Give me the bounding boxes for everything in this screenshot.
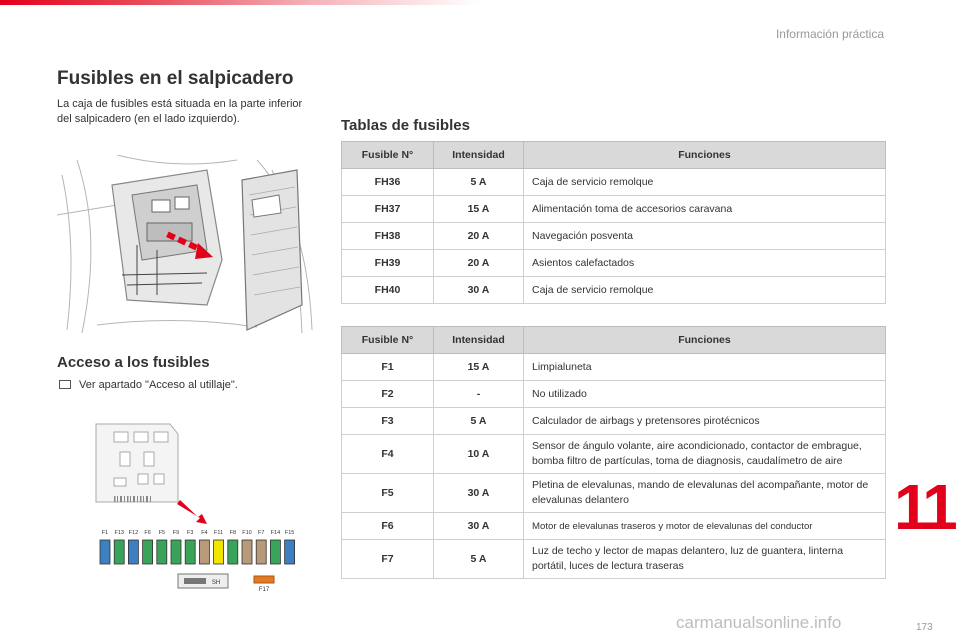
fuse-f13	[114, 540, 124, 564]
fuse-number: FH38	[342, 223, 434, 250]
table-row	[342, 408, 886, 435]
column-header-amp: Intensidad	[434, 327, 524, 354]
fuse-position-label: F6	[144, 530, 151, 536]
fuse-amperage: 20 A	[434, 250, 524, 277]
fuse-function: Sensor de ángulo volante, aire acondicionado, contactor de embrague, bomba filtro de partículas, toma de diagnosis, caudalímetro de aire	[524, 435, 886, 474]
table-header-row	[342, 142, 886, 169]
intro-text: La caja de fusibles está situada en la parte inferior del salpicadero (en el lado izquierdo).	[57, 98, 303, 125]
fuse-f10	[242, 540, 252, 564]
fuse-position-label: F8	[229, 530, 237, 536]
table-row	[342, 196, 886, 223]
column-header-fuse: Fusible N°	[342, 142, 434, 169]
fuse-position-label: F12	[128, 530, 139, 536]
table-row	[342, 169, 886, 196]
fuse-position-label: F5	[158, 530, 166, 536]
section-header: Información práctica	[775, 27, 884, 41]
shunt-label: SH	[211, 580, 221, 586]
fuse-position-label: F11	[214, 530, 224, 536]
table-row	[342, 250, 886, 277]
fuse-position-label: F4	[201, 530, 208, 536]
fuse-number: F3	[342, 408, 434, 435]
fuse-tables-title: Tablas de fusibles	[341, 117, 470, 134]
table-row	[342, 277, 886, 304]
fuse-amperage: 15 A	[434, 196, 524, 223]
fuse-function: Caja de servicio remolque	[524, 169, 886, 196]
fuse-f7	[256, 540, 266, 564]
fuse-function: Limpialuneta	[524, 354, 886, 381]
top-accent-bar	[0, 0, 480, 5]
table-row	[342, 223, 886, 250]
fuse-amperage: 15 A	[434, 354, 524, 381]
fuse-number: FH39	[342, 250, 434, 277]
fuse-amperage: -	[434, 381, 524, 408]
fuse-function: Navegación posventa	[524, 223, 886, 250]
watermark: carmanualsonline.info	[676, 613, 842, 632]
fuse-function: Calculador de airbags y pretensores pirotécnicos	[524, 408, 886, 435]
fuse-position-label: F9	[172, 530, 180, 536]
fuse-position-label: F10	[242, 530, 252, 536]
fuse-number: FH37	[342, 196, 434, 223]
fuse-number: F4	[342, 435, 434, 474]
table-header-row	[342, 327, 886, 354]
table-row	[342, 513, 886, 540]
table-row	[342, 381, 886, 408]
column-header-functions: Funciones	[524, 142, 886, 169]
fuse-function: Caja de servicio remolque	[524, 277, 886, 304]
column-header-fuse: Fusible N°	[342, 327, 434, 354]
fuse-f11	[214, 540, 224, 564]
fuse-position-label: F1	[101, 530, 109, 536]
bullet-icon	[59, 380, 71, 389]
fuse-amperage: 20 A	[434, 223, 524, 250]
access-fuses-title: Acceso a los fusibles	[57, 354, 210, 371]
column-header-functions: Funciones	[524, 327, 886, 354]
page-number: 173	[916, 622, 933, 633]
fuse-amperage: 30 A	[434, 513, 524, 540]
dashboard-fusebox-illustration	[57, 155, 319, 335]
table-row	[342, 435, 886, 474]
fuse-number: FH36	[342, 169, 434, 196]
access-instruction-text: Ver apartado "Acceso al utillaje".	[79, 379, 238, 391]
fuse-amperage: 5 A	[434, 540, 524, 579]
fuse-function: Pletina de elevalunas, mando de elevalunas del acompañante, motor de elevalunas delantero	[524, 474, 886, 513]
fuse-f8	[228, 540, 238, 564]
fuse-number: F5	[342, 474, 434, 513]
column-header-amp: Intensidad	[434, 142, 524, 169]
page-title: Fusibles en el salpicadero	[57, 68, 294, 89]
fuse-number: F2	[342, 381, 434, 408]
fuse-function: Asientos calefactados	[524, 250, 886, 277]
fuse-position-label: F13	[114, 530, 124, 536]
fuse-position-label: F3	[186, 530, 194, 536]
fuse-position-label: F14	[270, 530, 281, 536]
chapter-number: 11	[894, 471, 954, 543]
fuse-f1	[100, 540, 110, 564]
fuse-function: Motor de elevalunas traseros y motor de elevalunas del conductor	[524, 513, 886, 540]
fuse-number: FH40	[342, 277, 434, 304]
fuse-number: F6	[342, 513, 434, 540]
fuse-amperage: 30 A	[434, 474, 524, 513]
fuse-f4	[199, 540, 209, 564]
fuse-table-fh	[341, 141, 886, 304]
fuse-amperage: 5 A	[434, 169, 524, 196]
fuse-number: F7	[342, 540, 434, 579]
fuse-position-label: F7	[257, 530, 265, 536]
fuse-f9	[171, 540, 181, 564]
table-row	[342, 474, 886, 513]
fuse-f14	[270, 540, 280, 564]
fuse-amperage: 30 A	[434, 277, 524, 304]
fuse-number: F1	[342, 354, 434, 381]
fuse-amperage: 5 A	[434, 408, 524, 435]
spare-fuse-label: F17	[258, 587, 270, 593]
fuse-f6	[143, 540, 153, 564]
table-row	[342, 540, 886, 579]
fuse-function: No utilizado	[524, 381, 886, 408]
access-instruction	[59, 379, 238, 391]
fuse-f15	[285, 540, 295, 564]
fuse-function: Alimentación toma de accesorios caravana	[524, 196, 886, 223]
fuse-f5	[157, 540, 167, 564]
fuse-position-label: F15	[284, 530, 295, 536]
fuse-f12	[128, 540, 138, 564]
table-row	[342, 354, 886, 381]
fuse-amperage: 10 A	[434, 435, 524, 474]
fuse-f3	[185, 540, 195, 564]
fuse-function: Luz de techo y lector de mapas delantero, luz de guantera, linterna portátil, luces de lectura traseras	[524, 540, 886, 579]
fuse-table-f	[341, 326, 886, 579]
fuse-box-diagram	[92, 418, 318, 596]
